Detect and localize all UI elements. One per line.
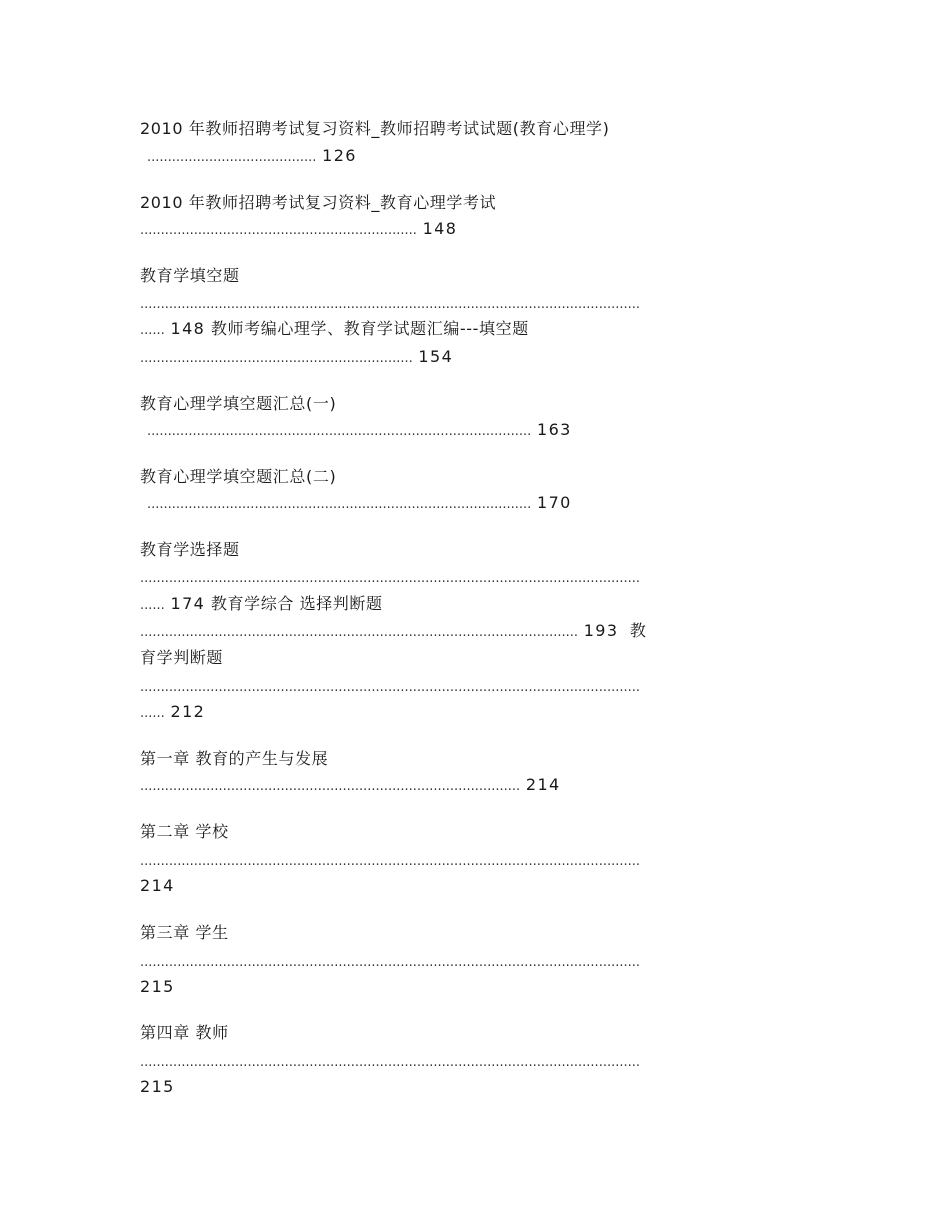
- toc-entry-title[interactable]: [140, 539, 810, 561]
- toc-dots: ............................................................................................: [140, 779, 521, 794]
- toc-dots: .............................................................................................: [147, 497, 532, 512]
- toc-leader-line: [140, 1050, 810, 1074]
- toc-dots: ......: [140, 598, 165, 613]
- toc-leader-line: [140, 675, 810, 699]
- toc-leader-line: [140, 849, 810, 873]
- toc-title: 第四章 教师: [140, 1023, 229, 1042]
- toc-dots: ...................................................................: [140, 223, 417, 238]
- toc-dots: .........................................................................................................................: [140, 854, 641, 869]
- toc-dots: ......: [140, 323, 165, 338]
- toc-page-number[interactable]: 170: [537, 493, 572, 512]
- toc-entry-title[interactable]: [140, 647, 810, 669]
- toc-dots: .........................................: [147, 150, 317, 165]
- toc-page-line: [140, 1076, 810, 1098]
- toc-leader-line: [140, 419, 817, 443]
- toc-leader-line: [140, 292, 810, 316]
- toc-page-number[interactable]: 148: [170, 319, 206, 338]
- toc-title: 第一章 教育的产生与发展: [140, 749, 329, 768]
- toc-dots: .........................................................................................................................: [140, 297, 641, 312]
- toc-leader-line: [140, 774, 810, 798]
- toc-page-line: [140, 875, 810, 897]
- toc-page-number[interactable]: 148: [422, 219, 458, 238]
- toc-entry-title[interactable]: [140, 466, 810, 488]
- toc-entry-title[interactable]: [140, 748, 810, 770]
- toc-page-number[interactable]: 163: [537, 420, 572, 439]
- toc-entry-title[interactable]: [140, 821, 810, 843]
- toc-leader-line: [140, 593, 810, 617]
- toc-leader-line: [140, 950, 810, 974]
- toc-dots: .........................................................................................................................: [140, 680, 641, 695]
- toc-title: 教育心理学填空题汇总(一): [140, 394, 337, 413]
- toc-entry-title[interactable]: [140, 118, 810, 140]
- toc-leader-line: [140, 318, 810, 342]
- toc-dots: .........................................................................................................................: [140, 955, 641, 970]
- toc-leader-line: [140, 218, 810, 242]
- toc-leader-line: [140, 492, 817, 516]
- toc-leader-line: [140, 145, 817, 169]
- toc-dots: .............................................................................................: [147, 424, 532, 439]
- toc-dots: .........................................................................................................................: [140, 571, 641, 586]
- toc-entry-title[interactable]: [140, 393, 810, 415]
- toc-title[interactable]: 教: [629, 621, 647, 640]
- toc-page-number[interactable]: 154: [418, 347, 454, 366]
- toc-entry-title[interactable]: [140, 192, 810, 214]
- toc-title: 第三章 学生: [140, 923, 229, 942]
- toc-leader-line: [140, 701, 810, 725]
- toc-title: 教育学填空题: [140, 266, 240, 285]
- toc-dots: ..................................................................: [140, 351, 413, 366]
- toc-leader-line: [140, 346, 810, 370]
- toc-page-number[interactable]: 214: [140, 876, 175, 895]
- toc-dots: .........................................................................................................................: [140, 1055, 641, 1070]
- toc-page-number[interactable]: 214: [525, 775, 561, 794]
- toc-dots: ..........................................................................................................: [140, 625, 579, 640]
- toc-entry-title[interactable]: [140, 265, 810, 287]
- toc-page-number[interactable]: 174: [170, 594, 206, 613]
- toc-page-line: [140, 976, 810, 998]
- toc-title: 教育心理学填空题汇总(二): [140, 467, 337, 486]
- toc-title: 2010 年教师招聘考试复习资料_教师招聘考试试题(教育心理学): [140, 119, 610, 138]
- toc-title: 第二章 学校: [140, 822, 229, 841]
- toc-title: 2010 年教师招聘考试复习资料_教育心理学考试: [140, 193, 497, 212]
- toc-page-number[interactable]: 212: [170, 702, 206, 721]
- toc-title: 育学判断题: [140, 648, 224, 667]
- toc-dots: ......: [140, 706, 165, 721]
- toc-page-number[interactable]: 215: [140, 1077, 175, 1096]
- toc-entry-title[interactable]: [140, 922, 810, 944]
- toc-page-number[interactable]: 126: [322, 146, 357, 165]
- toc-entry-title[interactable]: [140, 1022, 810, 1044]
- toc-page-number[interactable]: 215: [140, 977, 175, 996]
- toc-leader-line: [140, 620, 810, 644]
- toc-title[interactable]: 教育学综合 选择判断题: [210, 594, 383, 613]
- toc-title: 教育学选择题: [140, 540, 240, 559]
- toc-title[interactable]: 教师考编心理学、教育学试题汇编---填空题: [210, 319, 529, 338]
- toc-leader-line: [140, 566, 810, 590]
- toc-page-number[interactable]: 193: [583, 621, 619, 640]
